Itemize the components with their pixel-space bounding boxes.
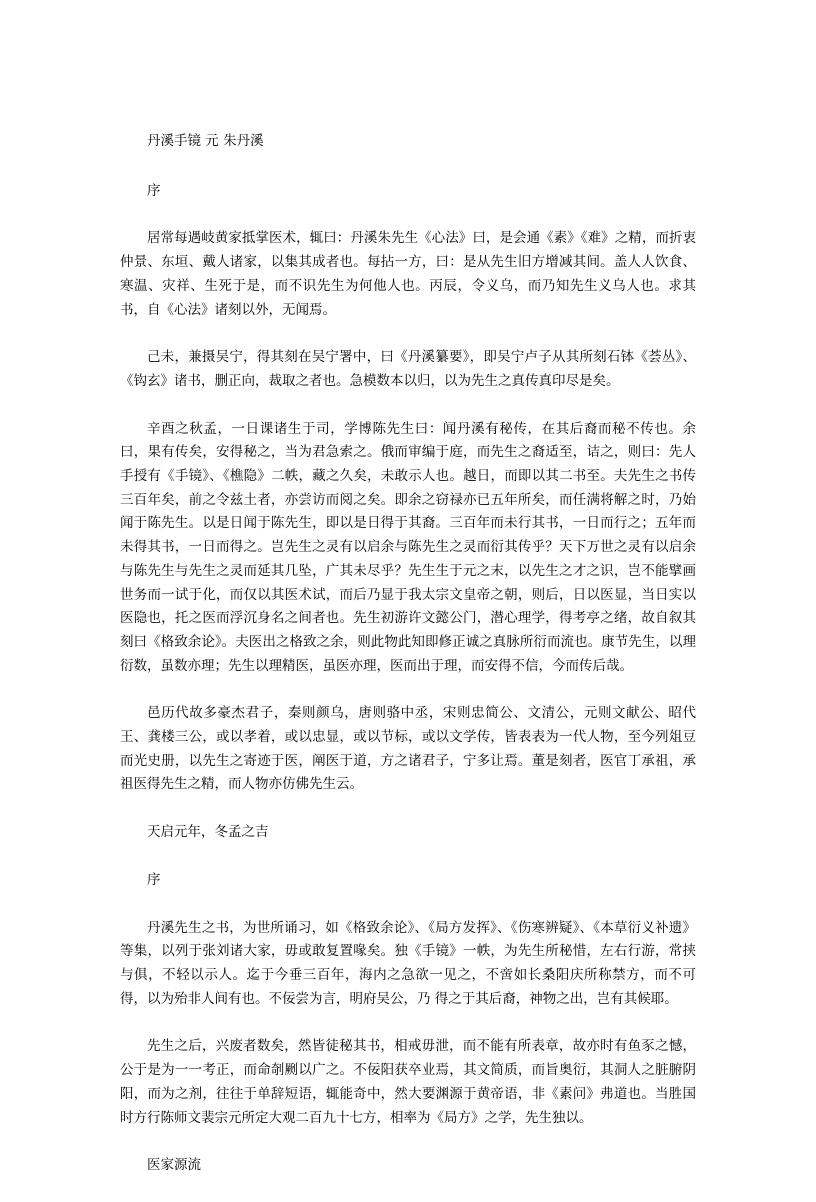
preface-1-heading: 序: [147, 182, 161, 199]
book-title: 丹溪手镜 元 朱丹溪: [147, 133, 264, 149]
preface-1-date: 天启元年，冬孟之吉: [147, 824, 269, 841]
preface-2-paragraph-1: 丹溪先生之书，为世所诵习，如《格致余论》、《局方发挥》、《伤寒辨疑》、《本草衍义补遗》等集，以列于张刘诸大家，毋或敢复置喙矣。独《手镜》一帙，为先生所秘惜，左右行游，常挟与俱，不轻以示人。迄于今垂三百年，海内之急欲一见之，不啻如长桑阳庆所称禁方，而不可得，以为殆非人间有也。不佞尝为言，明府吴公，乃 得之于其后裔，神物之出，岂有其候耶。: [120, 919, 696, 1007]
preface-1-paragraph-3: 辛酉之秋孟，一日课诸生于司，学博陈先生曰：闻丹溪有秘传，在其后裔而秘不传也。余曰，果有传矣，安得秘之，当为君急索之。俄而审编于庭，而先生之裔适至，诘之，则曰：先人手授有《手镜》、《樵隐》二帙，藏之久矣，未敢示人也。越日，而即以其二书至。夫先生之书传三百年矣，前之令兹土者，亦尝访而阅之矣。即余之窃禄亦已五年所矣，而任满将解之时，乃始闻于陈先生。以是日闻于陈先生，即以是日得于其裔。三百年而未行其书，一日而行之；五年而未得其书，一日而得之。岂先生之灵有以启余与陈先生之灵而衍其传乎？天下万世之灵有以启余与陈先生与先生之灵而延其几坠，广其未尽乎？先生生于元之末，以先生之才之识，岂不能擘画世务而一试于化，而仅以其医术试，而后乃显于我太宗文皇帝之朝，则后，日以医显，当日实以医隐也，托之医而浮沉身名之间者也。先生初游许文懿公门，潜心理学，得考亭之绪，故自叙其刻曰《格致余论》。夫医出之格致之余，则此物此知即修正诚之真脉所衍而流也。康节先生，以理衍数，虽数亦理；先生以理精医，虽医亦理，医而出于理，而安得不信，今而传后哉。: [120, 420, 696, 674]
preface-2-heading: 序: [147, 871, 161, 888]
preface-1-paragraph-2: 己未，兼摄吴宁，得其刻在吴宁署中，曰《丹溪纂要》，即吴宁卢子从其所刻石钵《荟丛》、《钩玄》诸书，删正向，裁取之者也。急模数本以归，以为先生之真传真印尽是矣。: [120, 349, 696, 389]
section-heading: 医家源流: [147, 1157, 201, 1174]
document-page: [120, 130, 696, 1202]
preface-1-paragraph-4: 邑历代故多豪杰君子，秦则颜乌，唐则骆中丞，宋则忠简公、文清公，元则文献公、昭代王、龚楼三公，或以孝着，或以忠显，或以节标，或以文学传，皆表表为一代人物，至今列俎豆而光史册，以先生之寄迹于医，阐医于道，方之诸君子，宁多让焉。董是刻者，医官丁承祖，承祖医得先生之精，而人物亦仿佛先生云。: [120, 705, 696, 793]
preface-1-paragraph-1: 居常每遇岐黄家抵掌医术，辄曰：丹溪朱先生《心法》曰，是会通《素》《难》之精，而折衷仲景、东垣、戴人诸家，以集其成者也。每拈一方，曰：是从先生旧方增减其间。盖人人饮食、寒温、灾祥、生死于是，而不识先生为何他人也。丙辰，令义乌，而乃知先生义乌人也。求其书，自《心法》诸刻以外，无闻焉。: [120, 230, 696, 318]
preface-2-paragraph-2: 先生之后，兴废者数矣，然皆徒秘其书，相戒毋泄，而不能有所表章，故亦时有鱼豕之憾，公于是为一一考正，而命剞劂以广之。不佞阳获卒业焉，其文简质，而旨奥衍，其洞人之脏腑阴阳，而为之剂，往往于单辞短语，辄能奇中，然大要渊源于黄帝语，非《素问》弗道也。当胜国时方行陈师文裴宗元所定大观二百九十七方，相率为《局方》之学，先生独以。: [120, 1038, 696, 1126]
